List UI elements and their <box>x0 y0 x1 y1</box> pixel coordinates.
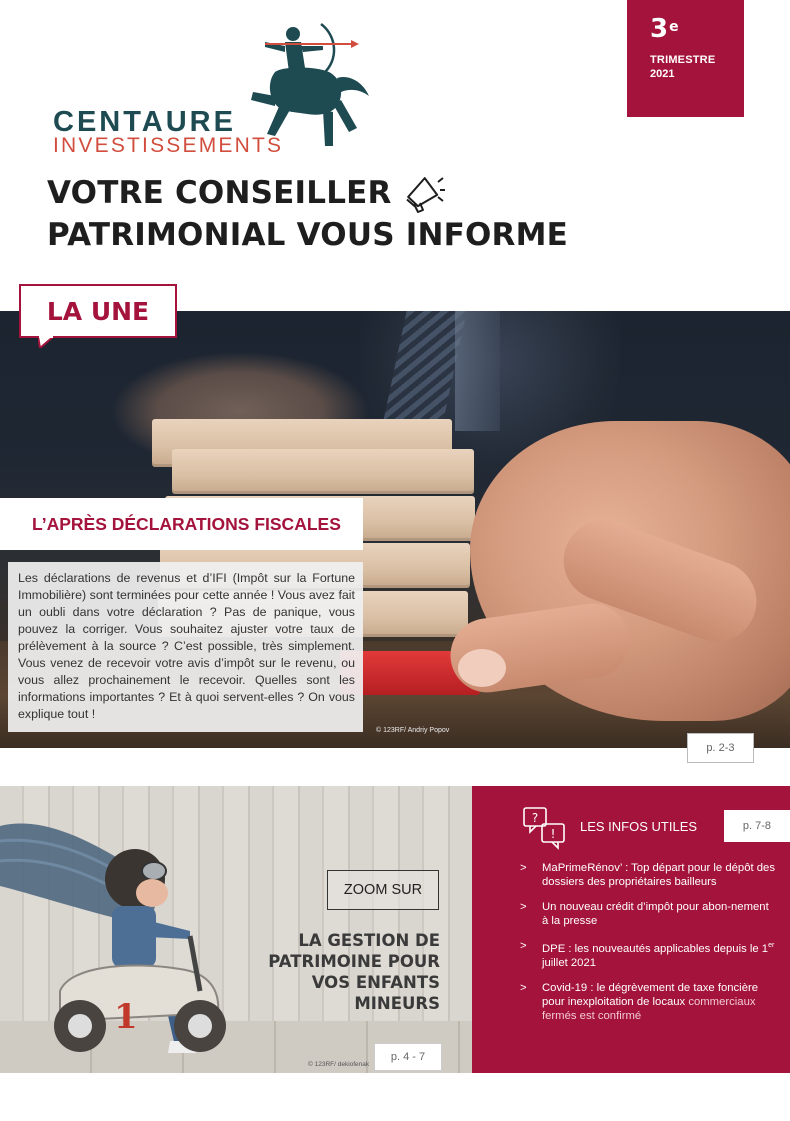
logo-name: CENTAURE <box>53 106 236 138</box>
info-item[interactable]: > DPE : les nouveautés applicables depuis le 1er juillet 2021 <box>520 940 775 969</box>
logo-subtitle: INVESTISSEMENTS <box>53 134 284 157</box>
bullet-chevron-icon: > <box>520 940 527 952</box>
page-reference-zoom[interactable]: p. 4 - 7 <box>374 1043 442 1071</box>
zoom-tag: ZOOM SUR <box>327 870 439 910</box>
svg-text:!: ! <box>550 827 556 841</box>
trimester-year: 2021 <box>650 68 675 80</box>
photo-credit: © 123RF/ Andriy Popov <box>376 727 450 734</box>
infos-heading: LES INFOS UTILES <box>580 819 698 834</box>
trimester-number: 3e <box>650 14 679 44</box>
car-number: 1 <box>114 997 138 1037</box>
photo-credit-zoom: © 123RF/ dekiofenak <box>308 1061 370 1068</box>
title-line-2: PATRIMONIAL VOUS INFORME <box>47 217 569 253</box>
la-une-tag: LA UNE <box>19 284 177 338</box>
zoom-title: LA GESTION DE PATRIMOINE POUR VOS ENFANTS MINEURS <box>268 931 440 1013</box>
bullet-chevron-icon: > <box>520 862 527 874</box>
infos-list <box>520 861 778 1034</box>
question-bubbles-icon <box>522 806 568 852</box>
hero-heading: L’APRÈS DÉCLARATIONS FISCALES <box>0 498 363 550</box>
info-item[interactable]: > Covid-19 : le dégrèvement de taxe foncière pour inexploitation de locaux commerciaux fermés est confirmé <box>520 981 759 1022</box>
hero-body-text: Les déclarations de revenus et d’IFI (Impôt sur la Fortune Immobilière) sont terminées pour cette année ! Vous avez fait un oubli dans votre déclaration ? Pas de panique, vous pouvez la corriger. Vous souhaitez ajuster votre taux de prélèvement à la source ? C’est possible, très simplement. Vous venez de recevoir votre avis d’impôt sur le revenu, ou vous allez prochainement le recevoir. Quelles sont les informations importantes ? Et à quoi servent-elles ? On vous explique tout ! <box>8 562 363 732</box>
trimester-badge <box>627 0 744 117</box>
bullet-chevron-icon: > <box>520 981 527 994</box>
page-reference-hero[interactable]: p. 2-3 <box>687 733 754 763</box>
child-on-toy-car <box>40 841 240 1071</box>
trimester-label: TRIMESTRE <box>650 54 716 66</box>
svg-text:?: ? <box>531 811 539 825</box>
la-une-tail <box>38 336 54 348</box>
info-item[interactable]: > Un nouveau crédit d’impôt pour abon-nement à la presse <box>520 901 769 927</box>
page-title <box>47 172 568 256</box>
bullet-chevron-icon: > <box>520 901 527 913</box>
wood-block <box>172 449 474 494</box>
page-reference-infos[interactable]: p. 7-8 <box>724 810 790 842</box>
megaphone-icon <box>402 174 446 214</box>
title-line-1: VOTRE CONSEILLER <box>47 175 392 211</box>
centaure-logo <box>50 10 380 160</box>
info-item[interactable]: > MaPrimeRénov’ : Top départ pour le dépôt des dossiers des propriétaires bailleurs <box>520 862 775 888</box>
